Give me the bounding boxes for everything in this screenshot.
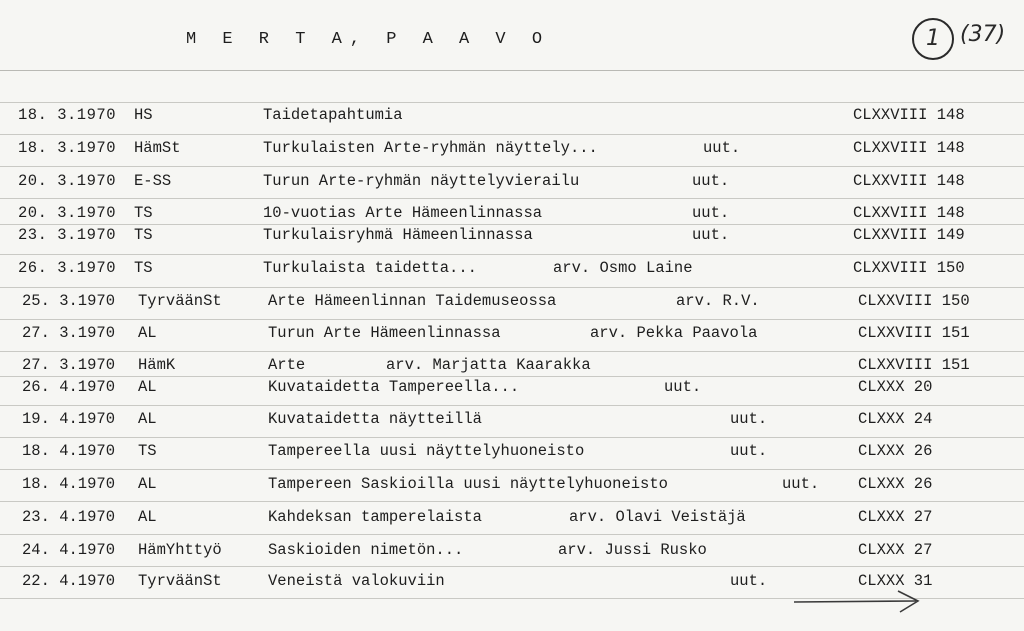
rule-line [0,319,1024,320]
entry-title: Arte [268,356,306,374]
entry-title: 10-vuotias Arte Hämeenlinnassa [263,204,543,222]
entry-title: Saskioiden nimetön... [268,541,464,559]
entry-date: 18. 4.1970 [22,442,116,460]
rule-line [0,351,1024,352]
entry-type: arv. Olavi Veistäjä [569,508,746,526]
entry-type: arv. Pekka Paavola [590,324,758,342]
entry-title: Turkulaisten Arte-ryhmän näyttely... [263,139,598,157]
continuation-arrow-icon [792,588,922,614]
rule-line [0,437,1024,438]
entry-title: Turun Arte-ryhmän näyttelyvierailu [263,172,580,190]
entry-ref: CLXXX 20 [858,378,933,396]
list-item [0,292,1024,312]
list-item [0,106,1024,126]
entry-type: uut. [692,204,730,222]
entry-paper: AL [138,324,157,342]
entry-type: uut. [782,475,820,493]
entry-type: arv. Marjatta Kaarakka [386,356,591,374]
entry-title: Tampereella uusi näyttelyhuoneisto [268,442,585,460]
entry-title: Tampereen Saskioilla uusi näyttelyhuoneisto [268,475,668,493]
entry-ref: CLXXVIII 149 [853,226,965,244]
entry-paper: AL [138,508,157,526]
entry-date: 22. 4.1970 [22,572,116,590]
rule-line [0,534,1024,535]
entry-ref: CLXXX 26 [858,475,933,493]
list-item [0,410,1024,430]
entry-title: Kahdeksan tamperelaista [268,508,482,526]
list-item [0,259,1024,279]
entry-ref: CLXXX 26 [858,442,933,460]
list-item [0,204,1024,224]
entry-paper: AL [138,475,157,493]
entry-date: 27. 3.1970 [22,324,116,342]
list-item [0,324,1024,344]
entry-paper: TyrväänSt [138,572,222,590]
entry-type: arv. Jussi Rusko [558,541,707,559]
entry-type: uut. [730,572,768,590]
entry-date: 18. 3.1970 [18,139,117,157]
entry-paper: AL [138,378,157,396]
rule-line [0,405,1024,406]
list-item [0,508,1024,528]
entry-ref: CLXXVIII 148 [853,172,965,190]
entry-ref: CLXXVIII 148 [853,106,965,124]
entry-paper: HämSt [134,139,181,157]
entry-date: 26. 4.1970 [22,378,116,396]
entry-paper: AL [138,410,157,428]
entry-title: Turun Arte Hämeenlinnassa [268,324,501,342]
entry-date: 24. 4.1970 [22,541,116,559]
entry-ref: CLXXVIII 151 [858,356,970,374]
list-item [0,378,1024,398]
rule-line [0,376,1024,377]
entry-title: Arte Hämeenlinnan Taidemuseossa [268,292,557,310]
rule-line [0,166,1024,167]
entry-type: uut. [664,378,702,396]
entry-type: uut. [730,410,768,428]
entry-title: Turkulaista taidetta... [263,259,477,277]
entry-date: 25. 3.1970 [22,292,116,310]
list-item [0,172,1024,192]
entry-ref: CLXXVIII 150 [853,259,965,277]
rule-line [0,134,1024,135]
entry-paper: HS [134,106,153,124]
rule-line [0,501,1024,502]
entry-title: Kuvataidetta Tampereella... [268,378,520,396]
list-item [0,139,1024,159]
entry-title: Taidetapahtumia [263,106,403,124]
entry-type: uut. [692,226,730,244]
entry-type: uut. [692,172,730,190]
entry-ref: CLXXX 24 [858,410,933,428]
entry-date: 23. 4.1970 [22,508,116,526]
entry-ref: CLXXX 27 [858,508,933,526]
card-total: (37) [960,22,1006,47]
entry-ref: CLXXVIII 151 [858,324,970,342]
entry-title: Turkulaisryhmä Hämeenlinnassa [263,226,533,244]
entry-date: 27. 3.1970 [22,356,116,374]
entry-ref: CLXXVIII 148 [853,139,965,157]
card-number: 1 [912,18,954,60]
entry-ref: CLXXVIII 148 [853,204,965,222]
rule-line [0,287,1024,288]
entry-type: uut. [730,442,768,460]
entry-date: 20. 3.1970 [18,204,117,222]
entry-paper: TS [134,226,153,244]
entry-paper: HämYhttyö [138,541,222,559]
rule-line [0,469,1024,470]
entry-paper: E-SS [134,172,172,190]
entry-paper: HämK [138,356,176,374]
entry-paper: TS [134,204,153,222]
list-item [0,475,1024,495]
rule-line [0,198,1024,199]
list-item [0,226,1024,246]
entry-type: arv. R.V. [676,292,760,310]
entry-date: 23. 3.1970 [18,226,117,244]
list-item [0,541,1024,561]
list-item [0,442,1024,462]
entry-type: arv. Osmo Laine [553,259,693,277]
rule-line [0,254,1024,255]
person-name: M E R T A, P A A V O [186,30,551,49]
entry-date: 26. 3.1970 [18,259,117,277]
entry-date: 18. 4.1970 [22,475,116,493]
entry-ref: CLXXX 31 [858,572,933,590]
entry-date: 18. 3.1970 [18,106,117,124]
entry-title: Kuvataidetta näytteillä [268,410,482,428]
entry-ref: CLXXVIII 150 [858,292,970,310]
entry-paper: TS [138,442,157,460]
entry-title: Veneistä valokuviin [268,572,445,590]
entry-date: 20. 3.1970 [18,172,117,190]
rule-line [0,102,1024,103]
list-item [0,356,1024,376]
rule-line [0,224,1024,225]
rule-line [0,70,1024,71]
entry-type: uut. [703,139,741,157]
entry-paper: TyrväänSt [138,292,222,310]
entry-date: 19. 4.1970 [22,410,116,428]
rule-line [0,566,1024,567]
entry-ref: CLXXX 27 [858,541,933,559]
entry-paper: TS [134,259,153,277]
